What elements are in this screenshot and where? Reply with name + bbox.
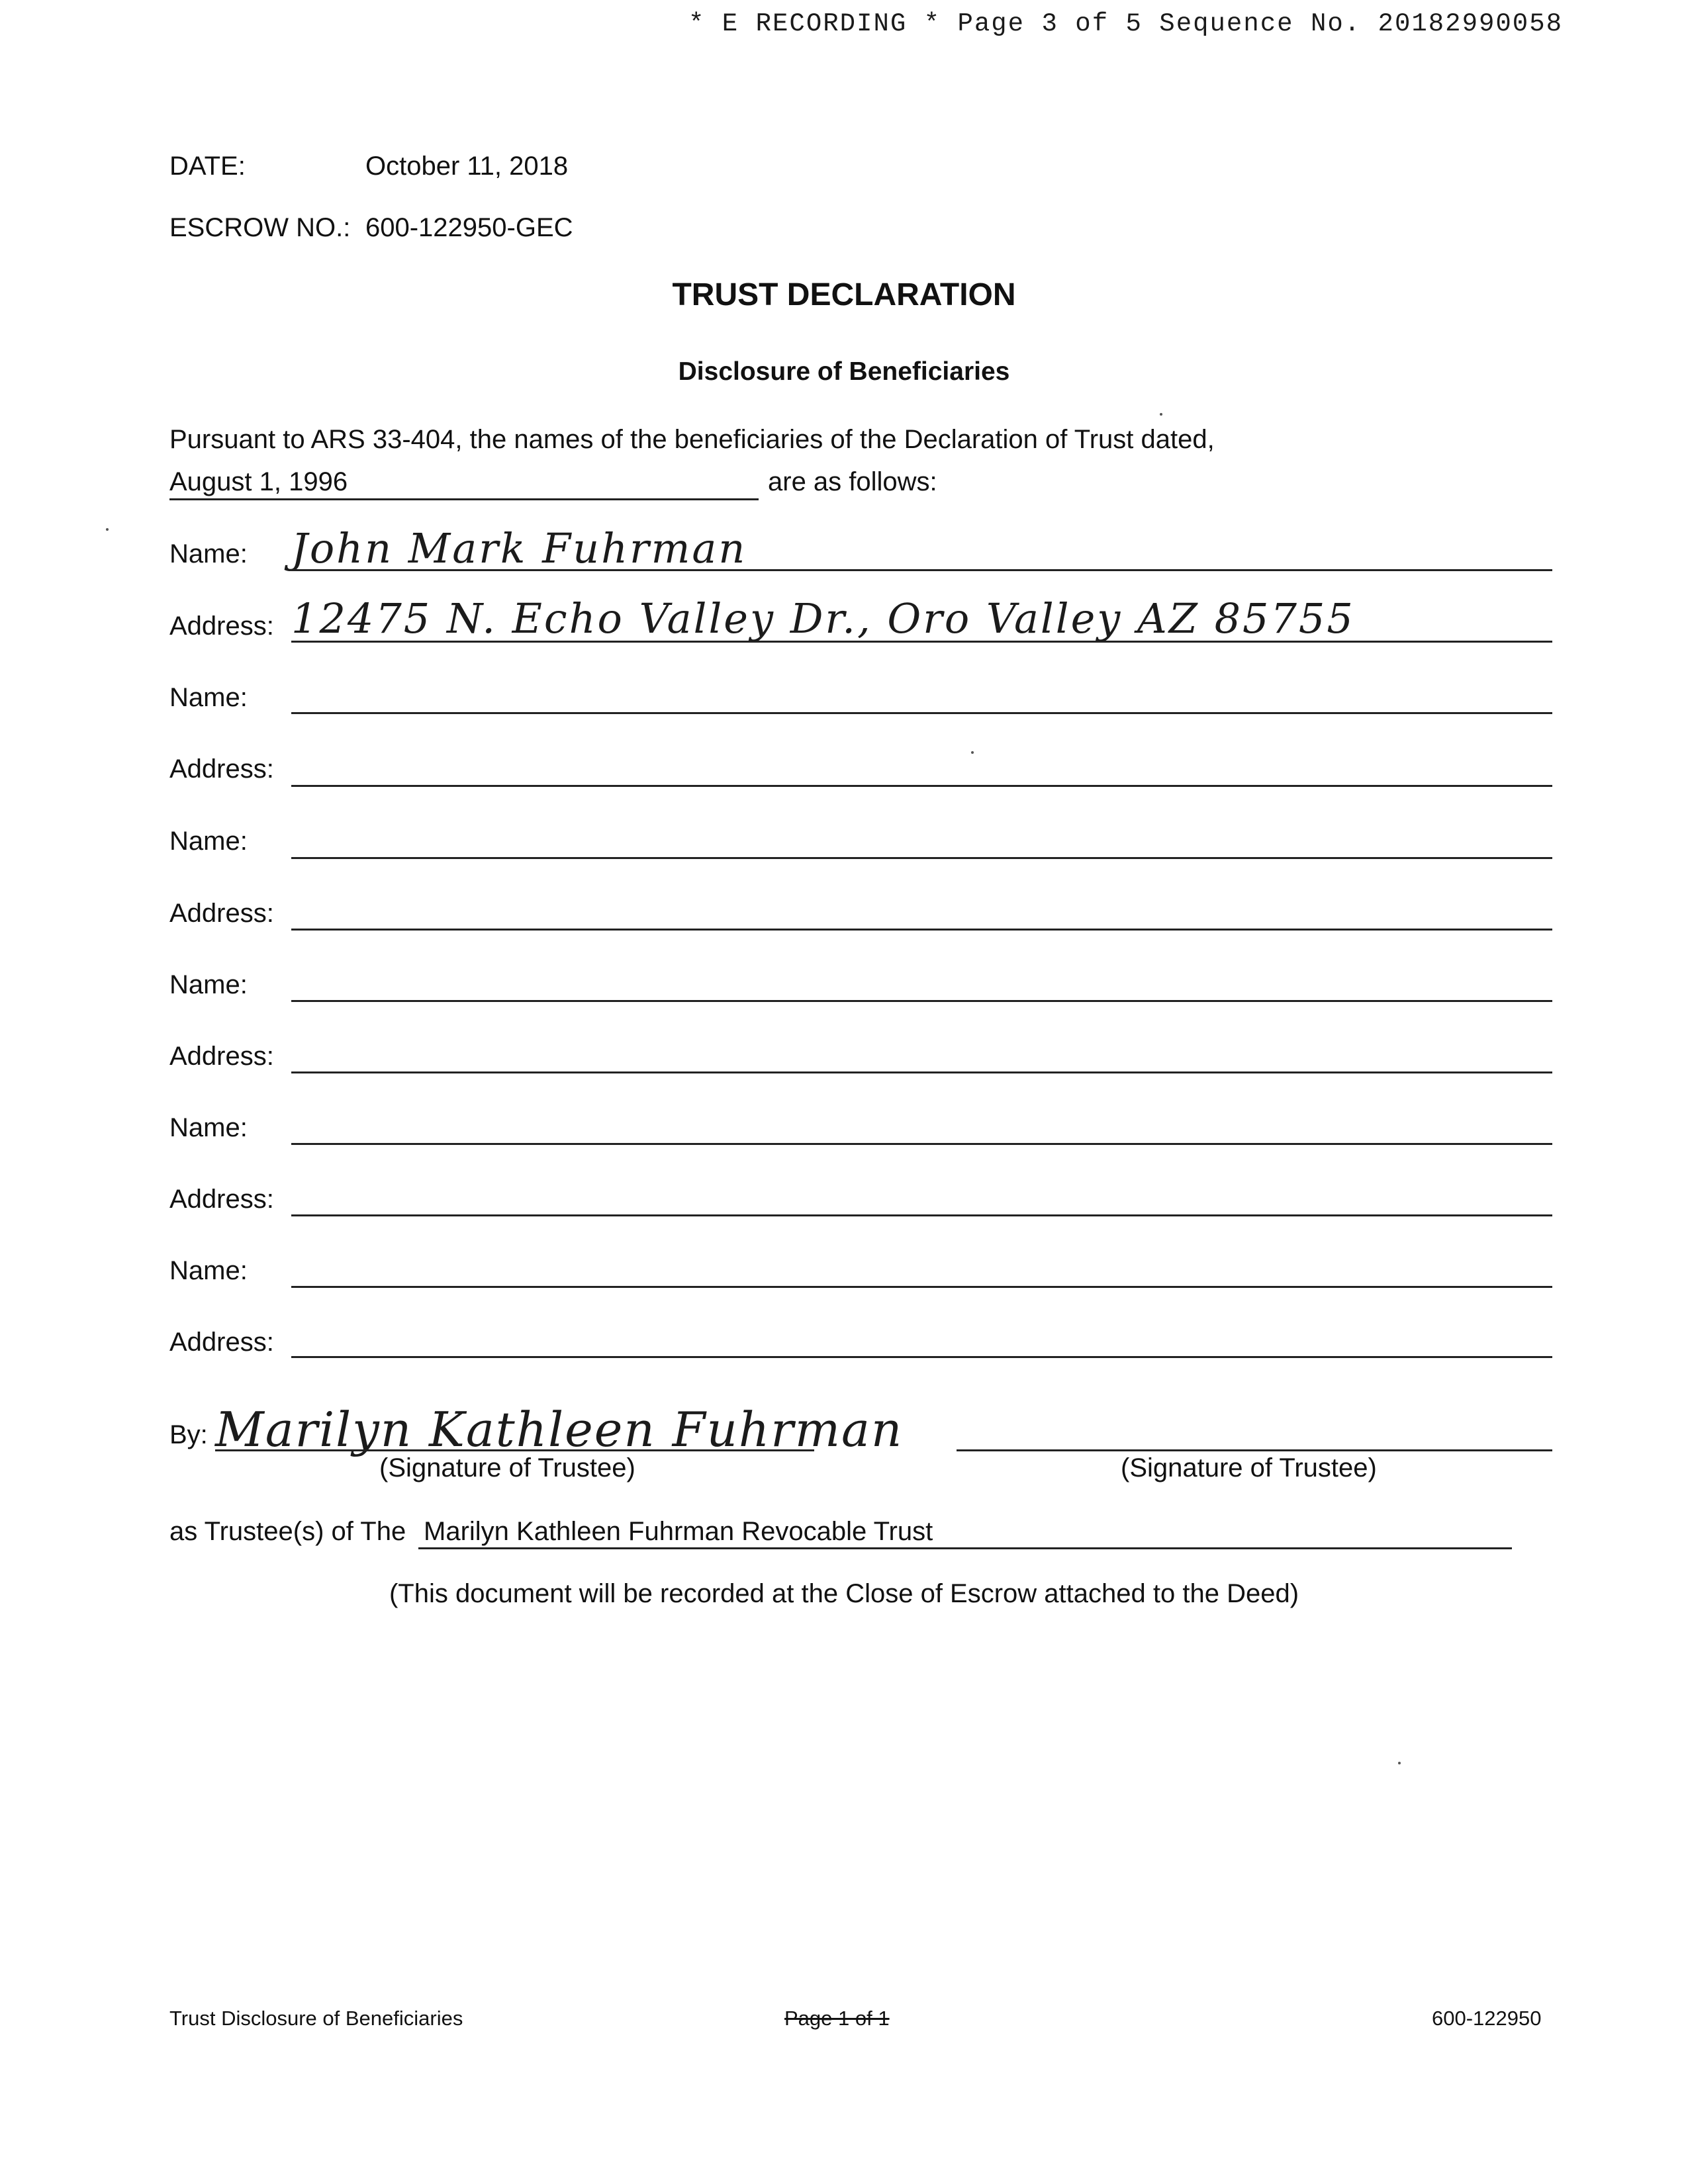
name-line	[291, 1000, 1552, 1002]
address-line	[291, 929, 1552, 931]
address-line	[291, 785, 1552, 787]
by-label: By:	[169, 1420, 208, 1449]
trust-name: Marilyn Kathleen Fuhrman Revocable Trust	[424, 1517, 933, 1546]
name-label: Name:	[169, 970, 248, 999]
footer-page-number: Page 1 of 1	[784, 2007, 890, 2030]
name-line	[291, 1143, 1552, 1145]
name-label: Name:	[169, 827, 248, 856]
scan-speck	[106, 528, 109, 531]
address-label: Address:	[169, 1185, 274, 1214]
name-line	[291, 569, 1552, 571]
name-label: Name:	[169, 683, 248, 712]
name-line	[291, 712, 1552, 714]
signature-line-2[interactable]	[957, 1449, 1552, 1451]
signature-caption-1: (Signature of Trustee)	[379, 1453, 635, 1482]
beneficiary-name-field[interactable]: John Mark Fuhrman	[291, 524, 747, 572]
document-title: TRUST DECLARATION	[672, 277, 1016, 312]
address-label: Address:	[169, 1328, 274, 1357]
trust-name-line	[418, 1547, 1512, 1549]
address-label: Address:	[169, 612, 274, 641]
address-label: Address:	[169, 1042, 274, 1071]
date-label: DATE:	[169, 152, 246, 181]
address-line	[291, 1214, 1552, 1216]
trust-date-value: August 1, 1996	[169, 467, 348, 496]
intro-line-1: Pursuant to ARS 33-404, the names of the beneficiaries of the Declaration of Trust dated,	[169, 425, 1215, 454]
scan-speck	[971, 751, 974, 754]
address-label: Address:	[169, 754, 274, 784]
trust-date-underline	[169, 498, 759, 500]
escrow-number: 600-122950-GEC	[365, 213, 573, 242]
address-line	[291, 1071, 1552, 1073]
footer-left: Trust Disclosure of Beneficiaries	[169, 2007, 463, 2030]
address-label: Address:	[169, 899, 274, 928]
date-value: October 11, 2018	[365, 152, 569, 181]
name-label: Name:	[169, 1113, 248, 1142]
name-line	[291, 1286, 1552, 1288]
trustee-signature: Marilyn Kathleen Fuhrman	[215, 1402, 904, 1457]
signature-line-1	[215, 1449, 814, 1451]
name-line	[291, 857, 1552, 859]
escrow-label: ESCROW NO.:	[169, 213, 351, 242]
intro-line-2-suffix: are as follows:	[768, 467, 937, 496]
trustee-line-prefix: as Trustee(s) of The	[169, 1517, 406, 1546]
beneficiary-address-field[interactable]: 12475 N. Echo Valley Dr., Oro Valley AZ 85755	[291, 594, 1355, 643]
recording-stamp: * E RECORDING * Page 3 of 5 Sequence No. 20182990058	[688, 9, 1563, 38]
recording-note: (This document will be recorded at the Close of Escrow attached to the Deed)	[389, 1579, 1299, 1608]
address-line	[291, 1356, 1552, 1358]
scan-speck	[1398, 1762, 1401, 1764]
name-label: Name:	[169, 1256, 248, 1285]
address-line	[291, 641, 1552, 643]
footer-right: 600-122950	[1432, 2007, 1542, 2030]
document-subtitle: Disclosure of Beneficiaries	[678, 357, 1010, 386]
scan-speck	[1160, 413, 1162, 416]
signature-caption-2: (Signature of Trustee)	[1121, 1453, 1377, 1482]
name-label: Name:	[169, 539, 248, 569]
